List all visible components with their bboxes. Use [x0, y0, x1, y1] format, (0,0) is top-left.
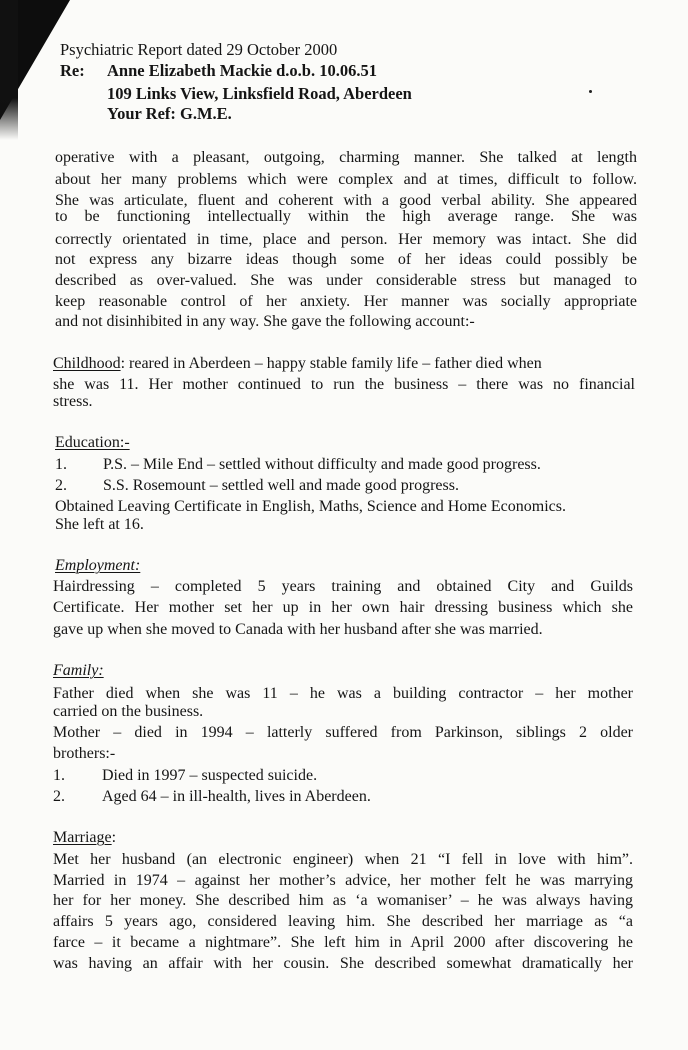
marriage-line: Met her husband (an electronic engineer) when 21 “I fell in love with him”.: [53, 851, 633, 868]
education-item-1: P.S. – Mile End – settled without difficulty and made good progress.: [103, 456, 541, 473]
intro-line: to be functioning intellectually within the high average range. She was: [55, 208, 637, 225]
intro-line: described as over-valued. She was under considerable stress but managed to: [55, 272, 637, 289]
intro-line: operative with a pleasant, outgoing, charming manner. She talked at length: [55, 149, 637, 166]
marriage-line: affairs 5 years ago, considered leaving him. She described her marriage as “a: [53, 913, 633, 930]
marriage-heading: Marriage: [53, 829, 112, 846]
family-item-1: Died in 1997 – suspected suicide.: [102, 767, 318, 784]
marriage-line: her for her money. She described him as ‘a womaniser’ – he was always having: [53, 892, 633, 909]
employment-line: Hairdressing – completed 5 years training and obtained City and Guilds: [53, 578, 633, 595]
marriage-heading-line: [53, 828, 116, 848]
childhood-line: stress.: [53, 393, 93, 410]
education-item-2-number: 2.: [55, 477, 67, 494]
childhood-line: she was 11. Her mother continued to run the business – there was no financial: [53, 376, 635, 393]
employment-heading: Employment:: [55, 557, 141, 574]
family-line: carried on the business.: [53, 703, 204, 720]
intro-line: about her many problems which were complex and at times, difficult to follow.: [55, 171, 637, 188]
family-item-2-number: 2.: [53, 788, 65, 805]
childhood-first-line-text: : reared in Aberdeen – happy stable family life – father died when: [120, 355, 542, 372]
childhood-first-line: [53, 354, 635, 374]
intro-line: not express any bizarre ideas though some of her ideas could possibly be: [55, 251, 637, 268]
report-title: Psychiatric Report dated 29 October 2000: [60, 40, 338, 59]
family-line: Father died when she was 11 – he was a building contractor – her mother: [53, 685, 633, 702]
education-line: Obtained Leaving Certificate in English, Maths, Science and Home Economics.: [55, 498, 566, 515]
reference-line: Your Ref: G.M.E.: [107, 104, 232, 123]
patient-address-line: 109 Links View, Linksfield Road, Aberdeen: [107, 84, 412, 103]
family-heading: Family:: [53, 662, 104, 679]
marriage-line: farce – it became a nightmare”. She left him in April 2000 after discovering he: [53, 934, 633, 951]
education-item-2: S.S. Rosemount – settled well and made good progress.: [103, 477, 459, 494]
family-item-2: Aged 64 – in ill-health, lives in Aberdeen.: [102, 788, 371, 805]
childhood-heading: Childhood: [53, 355, 121, 372]
intro-line: correctly orientated in time, place and person. Her memory was intact. She did: [55, 231, 637, 248]
education-item-1-number: 1.: [55, 456, 67, 473]
education-line: She left at 16.: [55, 516, 144, 533]
marriage-heading-colon: :: [111, 829, 117, 846]
patient-name-line: Anne Elizabeth Mackie d.o.b. 10.06.51: [107, 61, 377, 80]
intro-line: She was articulate, fluent and coherent with a good verbal ability. She appeared: [55, 192, 637, 209]
intro-line: keep reasonable control of her anxiety. Her manner was socially appropriate: [55, 293, 637, 310]
education-heading: Education:-: [55, 434, 130, 451]
employment-line: Certificate. Her mother set her up in her own hair dressing business which she: [53, 599, 633, 616]
family-item-1-number: 1.: [53, 767, 65, 784]
re-label: Re:: [60, 61, 85, 80]
employment-line: gave up when she moved to Canada with her husband after she was married.: [53, 621, 543, 638]
intro-line: and not disinhibited in any way. She gave the following account:-: [55, 313, 475, 330]
marriage-line: Married in 1974 – against her mother’s advice, her mother felt he was marrying: [53, 872, 633, 889]
family-line: brothers:-: [53, 745, 116, 762]
family-line: Mother – died in 1994 – latterly suffered from Parkinson, siblings 2 older: [53, 724, 633, 741]
marriage-line: was having an affair with her cousin. She described somewhat dramatically her: [53, 955, 633, 972]
